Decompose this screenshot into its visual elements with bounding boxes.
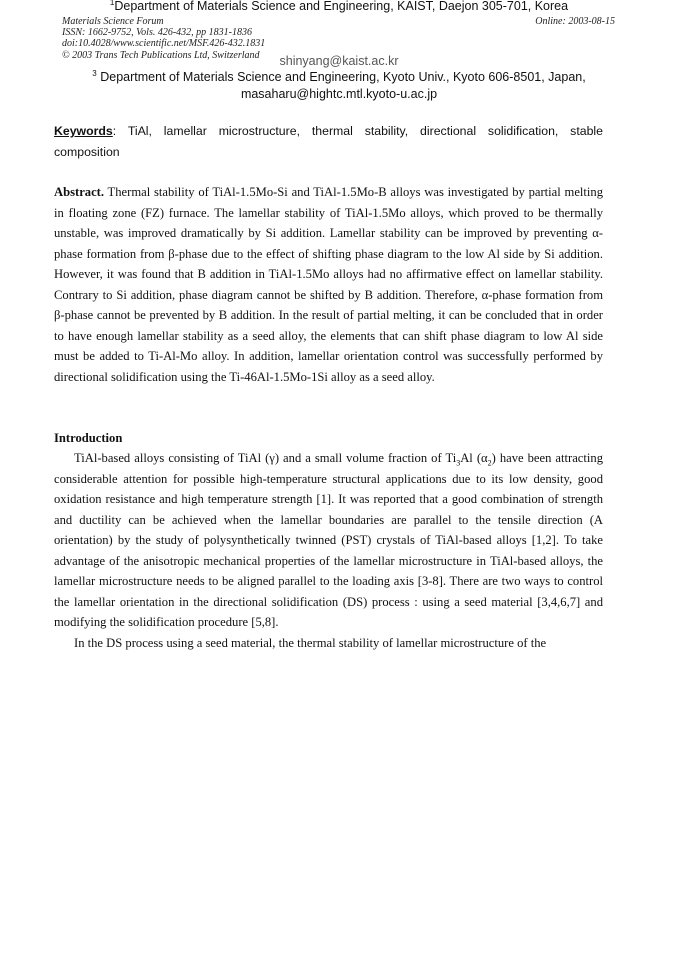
doi-line: doi:10.4028/www.scientific.net/MSF.426-432.1831 [62, 38, 266, 50]
abstract-paragraph [54, 182, 603, 387]
intro-p1-part-c: ) have been attracting considerable attention for possible high-temperature structural applications due to its low density, good oxidation resistance and high temperature strength [1]. It was reported that a good combination of strength and ductility can be achieved when the lamellar boundaries are parallel to the tensile direction (A orientation) by the study of polysynthetically twinned (PST) crystals of TiAl-based alloys [1,2]. To take advantage of the anisotropic mechanical properties of the lamellar microstructure in TiAl-based alloys, the lamellar microstructure needs to be aligned parallel to the loading axis [3-8]. There are two ways to control the lamellar orientation in the directional solidification (DS) process : using a seed material [3,4,6,7] and modifying the solidification procedure [5,8]. [54, 451, 603, 629]
intro-p1-part-a: TiAl-based alloys consisting of TiAl (γ) and a small volume fraction of Ti [74, 451, 457, 465]
abstract-label: Abstract. [54, 185, 105, 199]
keywords-block [54, 121, 603, 162]
journal-name: Materials Science Forum [62, 16, 164, 27]
keywords-text: : TiAl, lamellar microstructure, thermal stability, directional solidification, stable composition [54, 124, 603, 159]
issn-line: ISSN: 1662-9752, Vols. 426-432, pp 1831-1836 [62, 27, 252, 39]
abstract-block [54, 182, 603, 387]
abstract-text: Thermal stability of TiAl-1.5Mo-Si and TiAl-1.5Mo-B alloys was investigated by partial melting in floating zone (FZ) furnace. The lamellar stability of TiAl-1.5Mo alloys, which proved to be thermally unstable, was improved dramatically by Si addition. Lamellar stability can be improved by preventing α-phase formation from β-phase due to the effect of shifting phase diagram to the low Al side by Si addition. However, it was found that B addition in TiAl-1.5Mo alloys had no affirmative effect on lamellar stability. Contrary to Si addition, phase diagram cannot be shifted by B addition. Therefore, α-phase formation from β-phase cannot be prevented by B addition. In the result of partial melting, it can be concluded that in order to have enough lamellar stability as a seed alloy, the elements that can shift phase diagram to low Al side must be added to Ti-Al-Mo alloy. In addition, lamellar orientation control was successfully performed by directional solidification using the Ti-46Al-1.5Mo-1Si alloy as a seed alloy. [54, 185, 603, 384]
intro-p1-part-b: Al (α [460, 451, 488, 465]
affiliation-3-marker: 3 [92, 68, 97, 78]
introduction-body [54, 448, 603, 653]
email-3: masaharu@hightc.mtl.kyoto-u.ac.jp [240, 87, 438, 101]
affiliation-1-marker: 1 [109, 0, 115, 7]
introduction-heading: Introduction [54, 431, 123, 445]
intro-p1-subscript-1: 3 [456, 458, 461, 468]
copyright-line: © 2003 Trans Tech Publications Ltd, Switzerland [62, 49, 260, 61]
affiliation-1 [0, 0, 678, 13]
keywords-label: Keywords [54, 124, 113, 138]
online-date: Online: 2003-08-15 [535, 16, 615, 27]
affiliation-1-text: Department of Materials Science and Engineering, KAIST, Daejon 305-701, Korea [114, 0, 569, 13]
intro-p1-subscript-2: 2 [487, 458, 492, 468]
affiliation-3 [0, 69, 678, 103]
intro-paragraph-2: In the DS process using a seed material, the thermal stability of lamellar microstructure of the [74, 635, 547, 650]
affiliation-3-text: Department of Materials Science and Engineering, Kyoto Univ., Kyoto 606-8501, Japan, [100, 70, 586, 84]
intro-paragraph-1 [54, 448, 603, 633]
email-1: shinyang@kaist.ac.kr [279, 54, 399, 68]
